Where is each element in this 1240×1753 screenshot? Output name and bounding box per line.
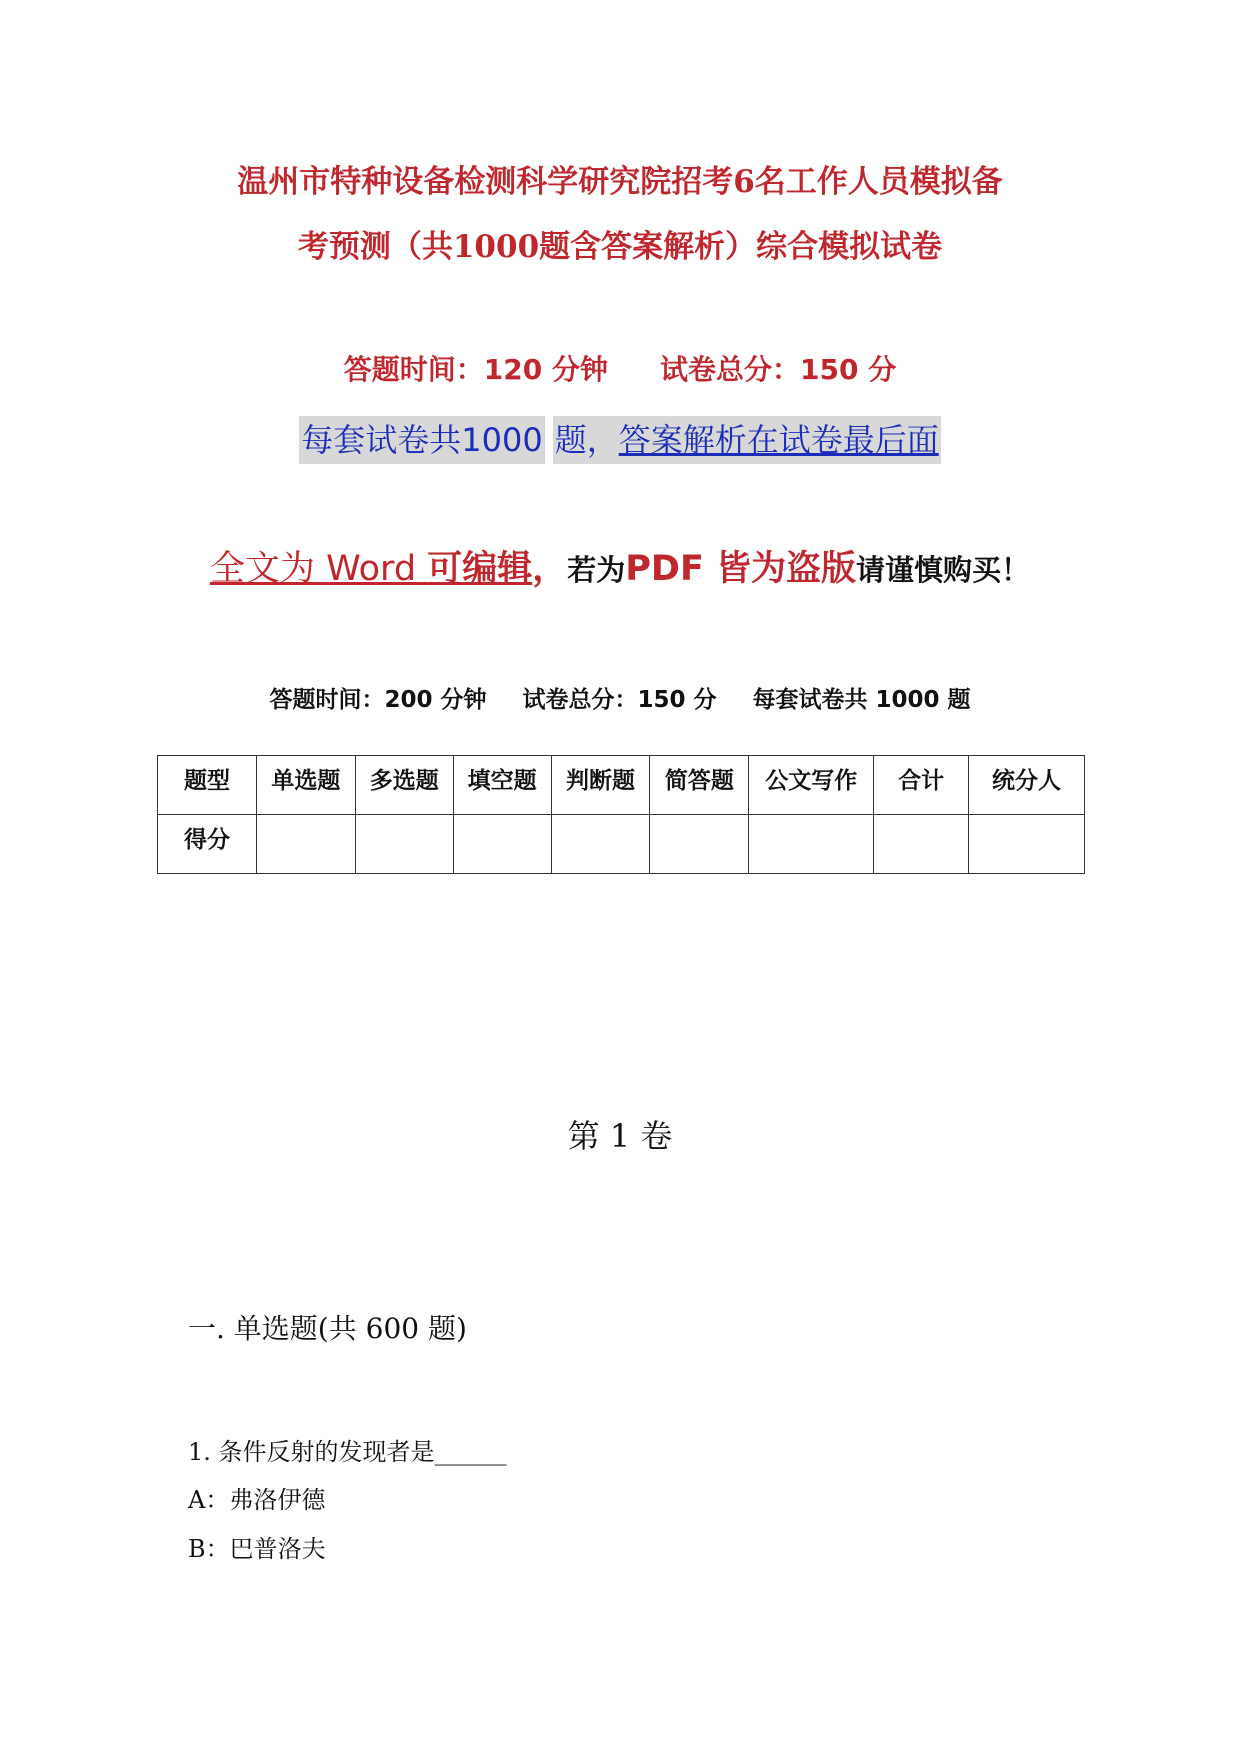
exam-total-score: 试卷总分：150 分 [660,353,897,386]
exam-title-line-1: 温州市特种设备检测科学研究院招考6名工作人员模拟备 [237,164,1003,200]
score-table-header-row [158,756,1085,815]
warning-pdf: PDF 皆为盗版 [625,549,857,589]
score-cell[interactable] [355,815,453,874]
notice-highlight-2 [553,416,941,464]
header-fill-blank: 填空题 [453,756,551,815]
piracy-warning [140,543,1100,596]
section-heading: 一. 单选题(共 600 题) [188,1312,467,1345]
meta-time: 答题时间：200 分钟 [269,687,487,713]
warning-word: Word [326,549,417,589]
answer-notice [140,416,1100,464]
header-total: 合计 [874,756,969,815]
header-type: 题型 [158,756,257,815]
header-true-false: 判断题 [551,756,650,815]
meta-count: 每套试卷共 1000 题 [752,687,971,713]
warning-text-4: 请谨慎购买！ [856,553,1031,587]
row-label-score: 得分 [158,815,257,874]
exam-meta [140,682,1100,718]
score-cell[interactable] [874,815,969,874]
exam-title-line-2: 考预测（共1000题含答案解析）综合模拟试卷 [297,229,943,265]
score-table-score-row [158,815,1085,874]
warning-comma: ， [532,549,568,589]
notice-highlight [299,416,544,464]
warning-text-1: 全文为 [209,549,315,589]
header-scorer: 统分人 [969,756,1085,815]
score-cell[interactable] [969,815,1085,874]
notice-text-1: 每套试卷共 [301,421,462,459]
score-cell[interactable] [256,815,355,874]
score-table [157,755,1085,874]
header-single-choice: 单选题 [256,756,355,815]
warning-text-3: 若为 [567,553,626,587]
exam-info [140,348,1100,392]
question-text: 1. 条件反射的发现者是______ [188,1438,507,1466]
notice-text-2: 题， [554,421,619,459]
volume-heading: 第 1 卷 [567,1117,673,1155]
option-b[interactable]: B：巴普洛夫 [188,1535,326,1563]
score-cell[interactable] [551,815,650,874]
score-cell[interactable] [453,815,551,874]
notice-count: 1000 [461,421,543,459]
meta-score: 试卷总分：150 分 [522,687,717,713]
option-a[interactable]: A：弗洛伊德 [188,1486,326,1514]
warning-editable [210,549,532,589]
header-multiple-choice: 多选题 [355,756,453,815]
score-cell[interactable] [650,815,749,874]
header-official-writing: 公文写作 [749,756,874,815]
warning-text-2: 可编辑 [427,549,533,589]
header-short-answer: 简答题 [650,756,749,815]
exam-time: 答题时间：120 分钟 [343,353,608,386]
score-cell[interactable] [749,815,874,874]
answer-location-link[interactable]: 答案解析在试卷最后面 [618,421,939,459]
